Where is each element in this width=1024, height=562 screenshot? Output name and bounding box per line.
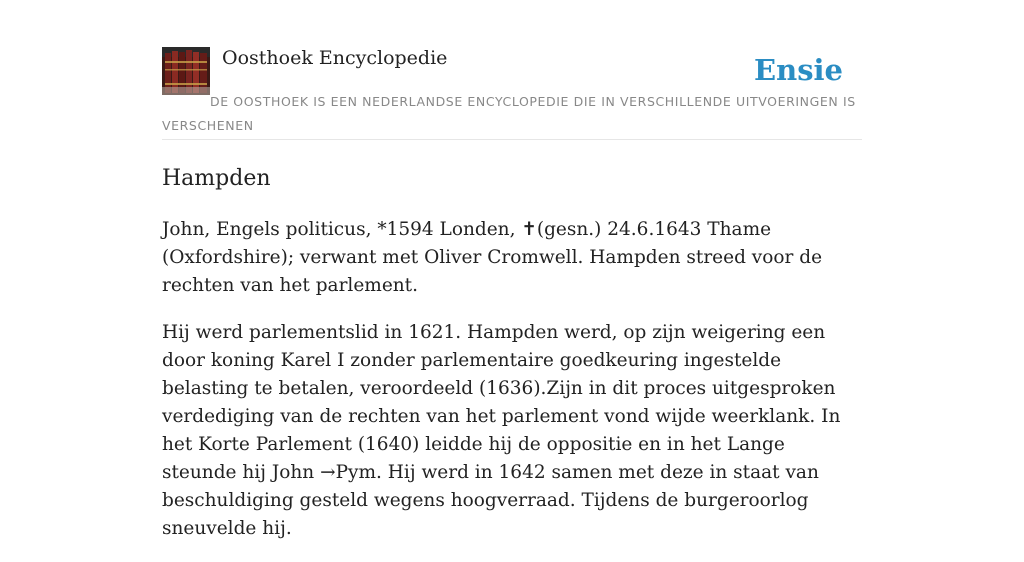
brand-logo[interactable]: Ensie bbox=[754, 53, 843, 87]
article-paragraph: Hij werd parlementslid in 1621. Hampden werd, op zijn weigering een door koning Karel I zonder parlementaire goedkeuring ingestelde belasting te betalen, veroordeeld (1636).Zijn in dit proces uitgesproken verdediging van de rechten van het parlement vond wijde weerklank. In het Korte Parlement (1640) leidde hij de oppositie en in het Lange steunde hij John →Pym. Hij werd in 1642 samen met deze in staat van beschuldiging gesteld wegens hoogverraad. Tijdens de burgeroorlog sneuvelde hij. bbox=[162, 322, 841, 539]
site-name[interactable]: Oosthoek Encyclopedie bbox=[222, 47, 448, 69]
article-paragraph: John, Engels politicus, *1594 Londen, ✝(gesn.) 24.6.1643 Thame (Oxfordshire); verwant met Oliver Cromwell. Hampden streed voor de rechten van het parlement. bbox=[162, 219, 823, 296]
encyclopedia-books-icon[interactable] bbox=[162, 47, 210, 95]
site-header bbox=[162, 46, 862, 140]
article-title: Hampden bbox=[162, 166, 271, 191]
site-tagline: DE OOSTHOEK IS EEN NEDERLANDSE ENCYCLOPEDIE DIE IN VERSCHILLENDE UITVOERINGEN IS VERSCHENEN bbox=[162, 94, 856, 133]
article-body bbox=[162, 216, 872, 562]
